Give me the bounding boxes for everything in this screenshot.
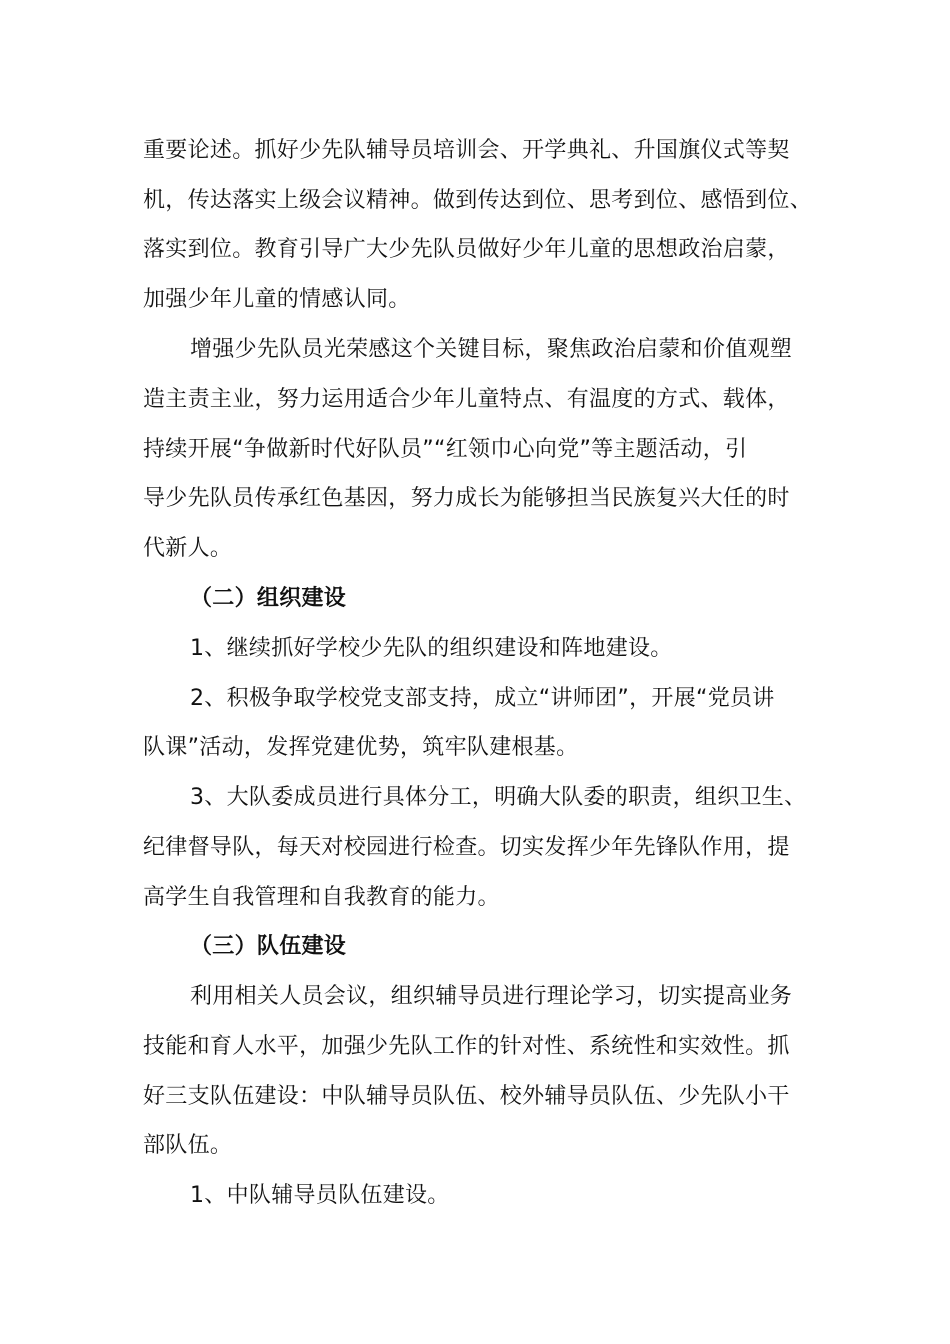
text-line: 落实到位。教育引导广大少先队员做好少年儿童的思想政治启蒙， <box>143 237 790 262</box>
text-line: 持续开展“争做新时代好队员”“红领巾心向党”等主题活动，引 <box>143 437 748 462</box>
text-line: 队课”活动，发挥党建优势，筑牢队建根基。 <box>143 735 579 760</box>
list-item: 1、继续抓好学校少先队的组织建设和阵地建设。 <box>190 636 673 661</box>
text-line: 加强少年儿童的情感认同。 <box>143 287 411 312</box>
text-line: 高学生自我管理和自我教育的能力。 <box>143 885 500 910</box>
list-item: 2、积极争取学校党支部支持，成立“讲师团”，开展“党员讲 <box>190 686 775 711</box>
text-line: 好三支队伍建设：中队辅导员队伍、校外辅导员队伍、少先队小干 <box>143 1084 790 1109</box>
section-heading: （二）组织建设 <box>190 586 347 611</box>
list-item: 3、大队委成员进行具体分工，明确大队委的职责，组织卫生、 <box>190 785 807 810</box>
text-line: 纪律督导队，每天对校园进行检查。切实发挥少年先锋队作用，提 <box>143 835 790 860</box>
paragraph-first-line: 增强少先队员光荣感这个关键目标，聚焦政治启蒙和价值观塑 <box>190 337 793 362</box>
text-line: 导少先队员传承红色基因，努力成长为能够担当民族复兴大任的时 <box>143 486 790 511</box>
list-item: 1、中队辅导员队伍建设。 <box>190 1183 450 1208</box>
paragraph-first-line: 利用相关人员会议，组织辅导员进行理论学习，切实提高业务 <box>190 984 793 1009</box>
text-line: 机，传达落实上级会议精神。做到传达到位、思考到位、感悟到位、 <box>143 188 813 213</box>
text-line: 技能和育人水平，加强少先队工作的针对性、系统性和实效性。抓 <box>143 1034 790 1059</box>
section-heading: （三）队伍建设 <box>190 934 347 959</box>
text-line: 部队伍。 <box>143 1133 233 1158</box>
text-line: 造主责主业，努力运用适合少年儿童特点、有温度的方式、载体， <box>143 387 790 412</box>
text-line: 代新人。 <box>143 536 233 561</box>
text-line: 重要论述。抓好少先队辅导员培训会、开学典礼、升国旗仪式等契 <box>143 138 790 163</box>
